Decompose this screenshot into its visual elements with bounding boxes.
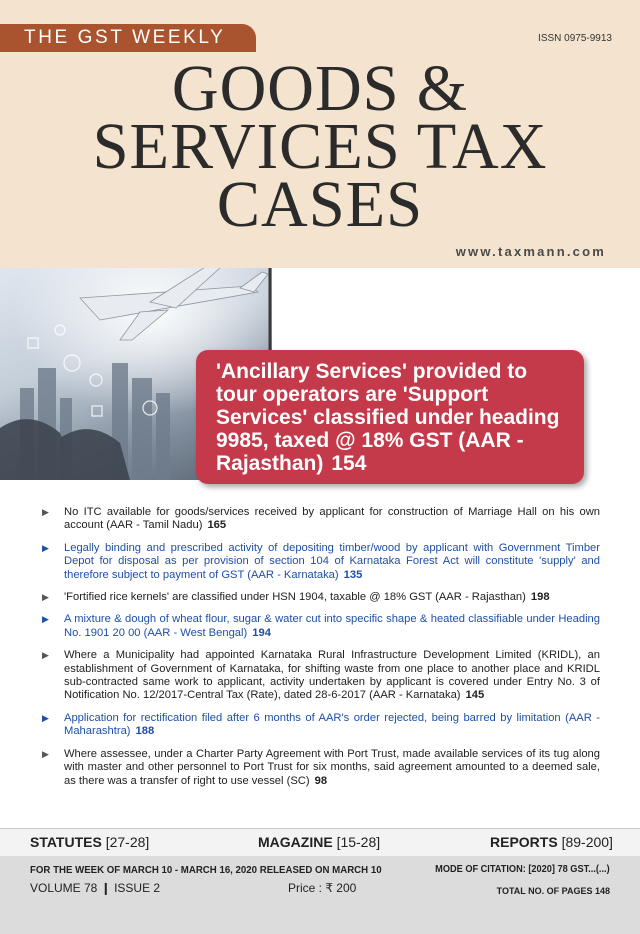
- citation-mode: MODE OF CITATION: [2020] 78 GST...(...): [435, 864, 610, 875]
- case-page-number: 145: [465, 689, 485, 702]
- website: www.taxmann.com: [455, 244, 606, 259]
- case-text: Where assessee, under a Charter Party Agreement with Port Trust, made available services of its tug along with master and other personnel to Port Trust for six months, said agreement amounted to a deemed sale, as there was a transfer of right to use vessel (SC): [64, 747, 600, 787]
- week-info: FOR THE WEEK OF MARCH 10 - MARCH 16, 2020 RELEASED ON MARCH 10: [30, 864, 382, 876]
- issn: ISSN 0975-9913: [538, 33, 612, 44]
- magazine-label: MAGAZINE: [258, 834, 333, 850]
- bullet-arrow-icon: ▶: [42, 712, 49, 723]
- case-text: No ITC available for goods/services received by applicant for construction of Marriage Hall on his own account (AAR - Tamil Nadu): [64, 506, 600, 532]
- reports-pages: [89-200]: [561, 834, 613, 850]
- magazine-section: [258, 834, 380, 850]
- case-page-number: 188: [135, 725, 155, 738]
- reports-section: [490, 834, 613, 850]
- feature-page-number: 154: [331, 452, 367, 475]
- case-text: A mixture & dough of wheat flour, sugar & water cut into specific shape & heated classifiable under Heading No. 1901 20 00 (AAR - West Bengal): [64, 613, 600, 639]
- footer: [0, 856, 640, 934]
- price: Price : ₹ 200: [288, 881, 357, 895]
- list-item: [40, 591, 600, 604]
- series-title: THE GST WEEKLY: [0, 24, 256, 52]
- statutes-section: [30, 834, 149, 850]
- feature-headline: 'Ancillary Services' provided to tour operators are 'Support Services' classified under heading 9985, taxed @ 18% GST (AAR - Rajasthan): [216, 360, 560, 475]
- magazine-pages: [15-28]: [336, 834, 381, 850]
- bullet-arrow-icon: ▶: [42, 592, 49, 603]
- case-text: Where a Municipality had appointed Karnataka Rural Infrastructure Development Limited (KRIDL), an establishment of Government of Karnataka, for shifting waste from one place to another place and KRIDL sub-contracted same work to applicant, activity undertaken by applicant is covered under Entry No. 3 of Notification No. 12/2017-Central Tax (Rate), dated 28-6-2017 (AAR - Karnataka): [64, 649, 600, 702]
- reports-label: REPORTS: [490, 834, 558, 850]
- case-list: [40, 506, 600, 797]
- masthead-line-1: GOODS &: [171, 52, 469, 125]
- bullet-arrow-icon: ▶: [42, 542, 49, 553]
- masthead-line-3: CASES: [216, 168, 424, 241]
- case-page-number: 135: [343, 568, 363, 581]
- case-page-number: 194: [252, 626, 271, 639]
- statutes-pages: [27-28]: [105, 834, 150, 850]
- section-bar: [0, 828, 640, 856]
- bullet-arrow-icon: ▶: [42, 748, 49, 759]
- case-text: 'Fortified rice kernels' are classified under HSN 1904, taxable @ 18% GST (AAR - Rajasthan): [64, 591, 526, 604]
- list-item: [40, 712, 600, 739]
- case-page-number: 98: [314, 774, 328, 787]
- feature-headline-box: [196, 350, 584, 484]
- volume-issue: VOLUME 78 ❙ ISSUE 2: [30, 881, 161, 895]
- list-item: [40, 649, 600, 703]
- case-text: Legally binding and prescribed activity of depositing timber/wood by applicant with Government Timber Depot for disposal as per provision of section 104 of Karnataka Forest Act will constitute 'supply' and therefore subject to payment of GST (AAR - Karnataka): [64, 541, 600, 581]
- bullet-arrow-icon: ▶: [42, 614, 49, 625]
- list-item: [40, 506, 600, 533]
- masthead-line-2: SERVICES TAX: [92, 110, 548, 183]
- list-item: [40, 542, 600, 582]
- list-item: [40, 613, 600, 640]
- statutes-label: STATUTES: [30, 834, 102, 850]
- list-item: [40, 748, 600, 788]
- case-page-number: 198: [530, 591, 550, 604]
- header-band: [0, 0, 640, 268]
- total-pages: TOTAL NO. OF PAGES 148: [496, 886, 610, 896]
- case-page-number: 165: [207, 519, 227, 532]
- bullet-arrow-icon: ▶: [42, 650, 49, 661]
- case-text: Application for rectification filed after 6 months of AAR's order rejected, being barred by limitation (AAR - Maharashtra): [64, 711, 600, 738]
- bullet-arrow-icon: ▶: [42, 507, 49, 517]
- masthead-title: [0, 52, 640, 241]
